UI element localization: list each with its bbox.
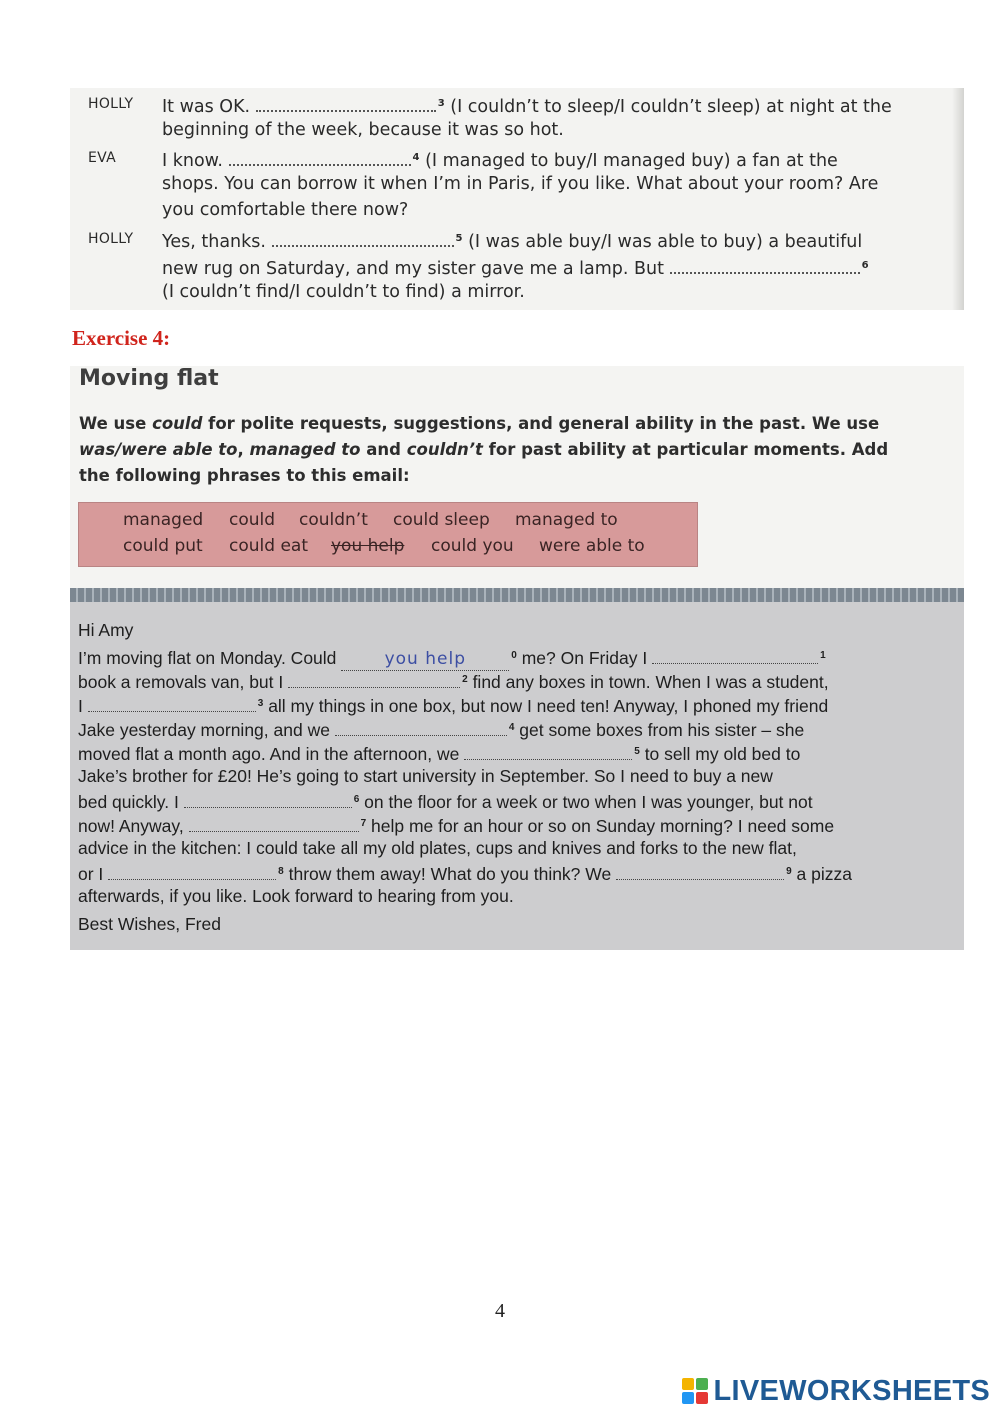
phrase-item-crossed-out: you help bbox=[331, 536, 405, 556]
answer-blank-7[interactable] bbox=[189, 818, 359, 832]
blank-number: 2 bbox=[462, 674, 468, 685]
dialogue-line: beginning of the week, because it was so hot. bbox=[162, 120, 564, 140]
phrase-item: could bbox=[229, 510, 276, 530]
email-body bbox=[70, 602, 964, 950]
instruction-text: We use bbox=[79, 414, 153, 433]
speaker-label: HOLLY bbox=[88, 231, 134, 247]
instruction-emphasis: was/were able to bbox=[79, 440, 238, 459]
answer-blank-6[interactable] bbox=[184, 794, 352, 808]
email-line: afterwards, if you like. Look forward to hearing from you. bbox=[78, 886, 514, 906]
dialogue-excerpt bbox=[70, 88, 964, 310]
divider-stripe bbox=[70, 588, 964, 602]
dialogue-text: Yes, thanks. bbox=[162, 232, 266, 252]
email-text: on the floor for a week or two when I was younger, but not bbox=[364, 792, 813, 812]
email-line bbox=[78, 740, 800, 766]
liveworksheets-logo[interactable] bbox=[682, 1374, 991, 1408]
dialogue-text: (I managed to buy/I managed buy) a fan at the bbox=[425, 151, 838, 171]
dialogue-line: (I couldn’t find/I couldn’t to find) a mirror. bbox=[162, 282, 525, 302]
dialogue-line: shops. You can borrow it when I’m in Paris, if you like. What about your room? Are bbox=[162, 174, 879, 194]
blank-number: 3 bbox=[257, 698, 264, 709]
email-text: bed quickly. I bbox=[78, 792, 179, 812]
phrase-item: managed to bbox=[515, 510, 618, 530]
logo-tile bbox=[696, 1378, 708, 1390]
email-text: I bbox=[78, 696, 83, 716]
blank-number: 5 bbox=[634, 746, 640, 757]
answer-blank-4[interactable] bbox=[229, 150, 411, 166]
phrase-item: managed bbox=[123, 510, 204, 530]
dialogue-line bbox=[162, 254, 869, 281]
phrase-item: could you bbox=[431, 536, 514, 556]
dialogue-line bbox=[162, 227, 862, 254]
email-line bbox=[78, 860, 852, 886]
email-text: find any boxes in town. When I was a student, bbox=[472, 672, 829, 692]
logo-tile bbox=[682, 1392, 694, 1404]
email-text: all my things in one box, but now I need ten! Anyway, I phoned my friend bbox=[268, 696, 829, 716]
logo-tile bbox=[696, 1392, 708, 1404]
email-text: moved flat a month ago. And in the afternoon, we bbox=[78, 744, 460, 764]
instruction-emphasis: managed to bbox=[249, 440, 361, 459]
blank-number: 9 bbox=[786, 866, 792, 877]
dialogue-line bbox=[162, 146, 838, 173]
blank-number: 6 bbox=[353, 794, 360, 805]
answer-blank-5[interactable] bbox=[272, 231, 454, 247]
phrase-item: could put bbox=[123, 536, 203, 556]
phrase-item: could eat bbox=[229, 536, 308, 556]
dialogue-text: It was OK. bbox=[162, 97, 251, 117]
email-line bbox=[78, 668, 829, 694]
email-line bbox=[78, 692, 828, 718]
logo-icon bbox=[682, 1378, 708, 1404]
blank-number: 0 bbox=[511, 650, 517, 661]
email-text: me? On Friday I bbox=[521, 648, 648, 668]
instruction-line bbox=[79, 414, 939, 433]
dialogue-text: (I was able buy/I was able to buy) a beautiful bbox=[468, 232, 863, 252]
email-text: help me for an hour or so on Sunday morning? I need some bbox=[371, 816, 835, 836]
email-text: book a removals van, but I bbox=[78, 672, 284, 692]
email-line bbox=[78, 812, 834, 838]
email-line bbox=[78, 644, 826, 671]
page-number: 4 bbox=[495, 1300, 505, 1322]
instruction-emphasis: could bbox=[152, 414, 203, 433]
email-text: now! Anyway, bbox=[78, 816, 184, 836]
answer-blank-9[interactable] bbox=[616, 866, 784, 880]
exercise-label: Exercise 4: bbox=[72, 326, 171, 350]
dialogue-line: you comfortable there now? bbox=[162, 200, 409, 220]
instruction-line bbox=[79, 440, 939, 459]
email-text: a pizza bbox=[796, 864, 852, 884]
answer-blank-1[interactable] bbox=[652, 650, 818, 664]
email-line bbox=[78, 788, 813, 814]
phrase-item: were able to bbox=[539, 536, 645, 556]
email-text: or I bbox=[78, 864, 104, 884]
email-text: throw them away! What do you think? We bbox=[288, 864, 612, 884]
brand-name: LIVEWORKSHEETS bbox=[713, 1374, 990, 1407]
blank-number: 4 bbox=[412, 152, 420, 163]
phrase-item: could sleep bbox=[393, 510, 490, 530]
email-text: Jake yesterday morning, and we bbox=[78, 720, 330, 740]
phrase-item: couldn’t bbox=[299, 510, 368, 530]
answer-blank-5[interactable] bbox=[464, 746, 632, 760]
answer-blank-4[interactable] bbox=[335, 722, 507, 736]
email-line: Jake’s brother for £20! He’s going to start university in September. So I need to buy a new bbox=[78, 766, 773, 786]
answer-0-example[interactable]: you help bbox=[341, 650, 509, 671]
email-greeting: Hi Amy bbox=[78, 620, 134, 640]
answer-blank-8[interactable] bbox=[108, 866, 276, 880]
speaker-label: HOLLY bbox=[88, 96, 134, 112]
blank-number: 7 bbox=[360, 818, 367, 829]
answer-blank-2[interactable] bbox=[288, 674, 460, 688]
blank-number: 6 bbox=[861, 260, 869, 271]
instruction-text: and bbox=[360, 440, 407, 459]
exercise-header bbox=[70, 366, 964, 588]
answer-blank-6[interactable] bbox=[670, 258, 860, 274]
exercise-title: Moving flat bbox=[79, 366, 219, 391]
instruction-text: , bbox=[237, 440, 250, 459]
email-text: to sell my old bed to bbox=[644, 744, 801, 764]
answer-blank-3[interactable] bbox=[256, 96, 436, 112]
dialogue-text: (I couldn’t to sleep/I couldn’t sleep) at night at the bbox=[450, 97, 892, 117]
blank-number: 1 bbox=[820, 650, 826, 661]
dialogue-line bbox=[162, 92, 892, 119]
phrase-bank bbox=[78, 502, 698, 567]
blank-number: 3 bbox=[437, 98, 445, 109]
dialogue-text: new rug on Saturday, and my sister gave me a lamp. But bbox=[162, 259, 664, 279]
email-text: get some boxes from his sister – she bbox=[519, 720, 805, 740]
instruction-text: for past ability at particular moments. Add bbox=[482, 440, 889, 459]
email-text: I’m moving flat on Monday. Could bbox=[78, 648, 337, 668]
instruction-line: the following phrases to this email: bbox=[79, 466, 410, 485]
blank-number: 8 bbox=[278, 866, 284, 877]
blank-number: 5 bbox=[455, 233, 463, 244]
speaker-label: EVA bbox=[88, 150, 117, 166]
instruction-text: for polite requests, suggestions, and general ability in the past. We use bbox=[202, 414, 880, 433]
blank-number: 4 bbox=[508, 722, 515, 733]
scan-edge-shadow bbox=[952, 88, 964, 310]
email-line bbox=[78, 716, 804, 742]
email-signoff: Best Wishes, Fred bbox=[78, 914, 221, 934]
exercise-box bbox=[70, 366, 964, 950]
instruction-emphasis: couldn’t bbox=[406, 440, 483, 459]
email-line: advice in the kitchen: I could take all my old plates, cups and knives and forks to the new flat, bbox=[78, 838, 797, 858]
answer-blank-3[interactable] bbox=[88, 698, 256, 712]
dialogue-text: I know. bbox=[162, 151, 223, 171]
logo-tile bbox=[682, 1378, 694, 1390]
